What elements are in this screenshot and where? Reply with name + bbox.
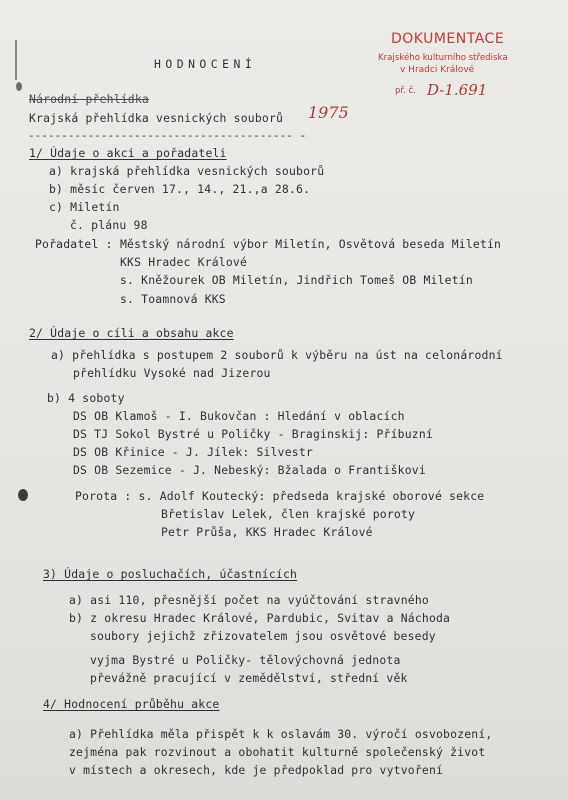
intro-underline: ---------------------------------------- - [28,129,307,142]
organizer-line3: s. Kněžourek OB Miletín, Jindřich Tomeš OB Miletín [120,273,473,287]
section3-heading: 3) Údaje o posluchačích, účastnících [43,567,298,581]
struck-heading: Národní přehlídka [29,92,149,106]
organizer-line4: s. Toamnová KKS [120,292,226,306]
organizer-label: Pořadatel : [35,237,113,251]
stamp-code-label: př. č. [395,86,416,96]
section2-item-a-line1: a) přehlídka s postupem 2 souborů k výběru na úst na celonárodní [51,348,503,362]
performance-item: DS TJ Sokol Bystré u Poličky - Braginskij: Příbuzní [73,427,433,441]
organizer-line1: Městský národní výbor Miletín, Osvětová beseda Miletín [120,237,502,251]
section1-plan: č. plánu 98 [70,218,148,232]
performance-item: DS OB Sezemice - J. Nebeský: Bžalada o Františkovi [73,463,426,477]
page-title: HODNOCENÍ [154,57,257,71]
section2-heading: 2/ Údaje o cíli a obsahu akce [29,326,234,340]
performance-item: DS OB Křinice - J. Jílek: Silvestr [73,445,313,459]
section4-line3: v místech a okresech, kde je předpoklad pro vytvoření [69,763,444,777]
section1-heading: 1/ Údaje o akci a pořadateli [29,146,227,160]
section2-item-b: b) 4 soboty [47,391,125,405]
intro-title: Krajská přehlídka vesnických souborů [29,111,284,125]
section4-line1: a) Přehlídka měla přispět k k oslavám 30. výročí osvobození, [69,727,493,741]
section3-item-b-line1: b) z okresu Hradec Králové, Pardubic, Svitav a Náchoda [69,611,451,625]
section4-line2: zejména pak rozvinout a obohatit kulturně společenský život [69,745,486,759]
section3-item-a: a) asi 110, přesnější počet na vyúčtování stravného [69,593,429,607]
jury-line: Břetislav Lelek, člen krajské poroty [161,507,416,521]
section2-item-a-line2: přehlídku Vysoké nad Jizerou [73,366,271,380]
section1-item-a: a) krajská přehlídka vesnických souborů [49,164,325,178]
performance-item: DS OB Klamoš - I. Bukovčan : Hledání v oblacích [73,409,405,423]
margin-mark [15,40,17,80]
section3-item-b-line4: převážně pracující v zemědělství, střední věk [90,671,408,685]
stamp-title: DOKUMENTACE [391,31,505,47]
handwritten-year: 1975 [308,103,349,122]
punch-hole-top [16,82,22,91]
jury-line: Porota : s. Adolf Koutecký: předseda krajské oborové sekce [75,489,485,503]
section3-item-b-line2: soubory jejichž zřizovatelem jsou osvětové besedy [90,629,436,643]
section1-item-b: b) měsíc červen 17., 14., 21.,a 28.6. [49,182,311,196]
section4-heading: 4/ Hodnocení průběhu akce [43,697,220,711]
stamp-line1: Krajského kulturního střediska [378,53,508,63]
stamp-code-value: D-1.691 [427,81,488,99]
stamp-line2: v Hradci Králové [400,65,475,75]
section3-item-b-line3: vyjma Bystré u Poličky- tělovýchovná jednota [90,653,401,667]
jury-line: Petr Průša, KKS Hradec Králové [161,525,373,539]
organizer-line2: KKS Hradec Králové [120,255,248,269]
punch-hole-middle [18,489,28,501]
section1-item-c: c) Miletín [49,200,120,214]
